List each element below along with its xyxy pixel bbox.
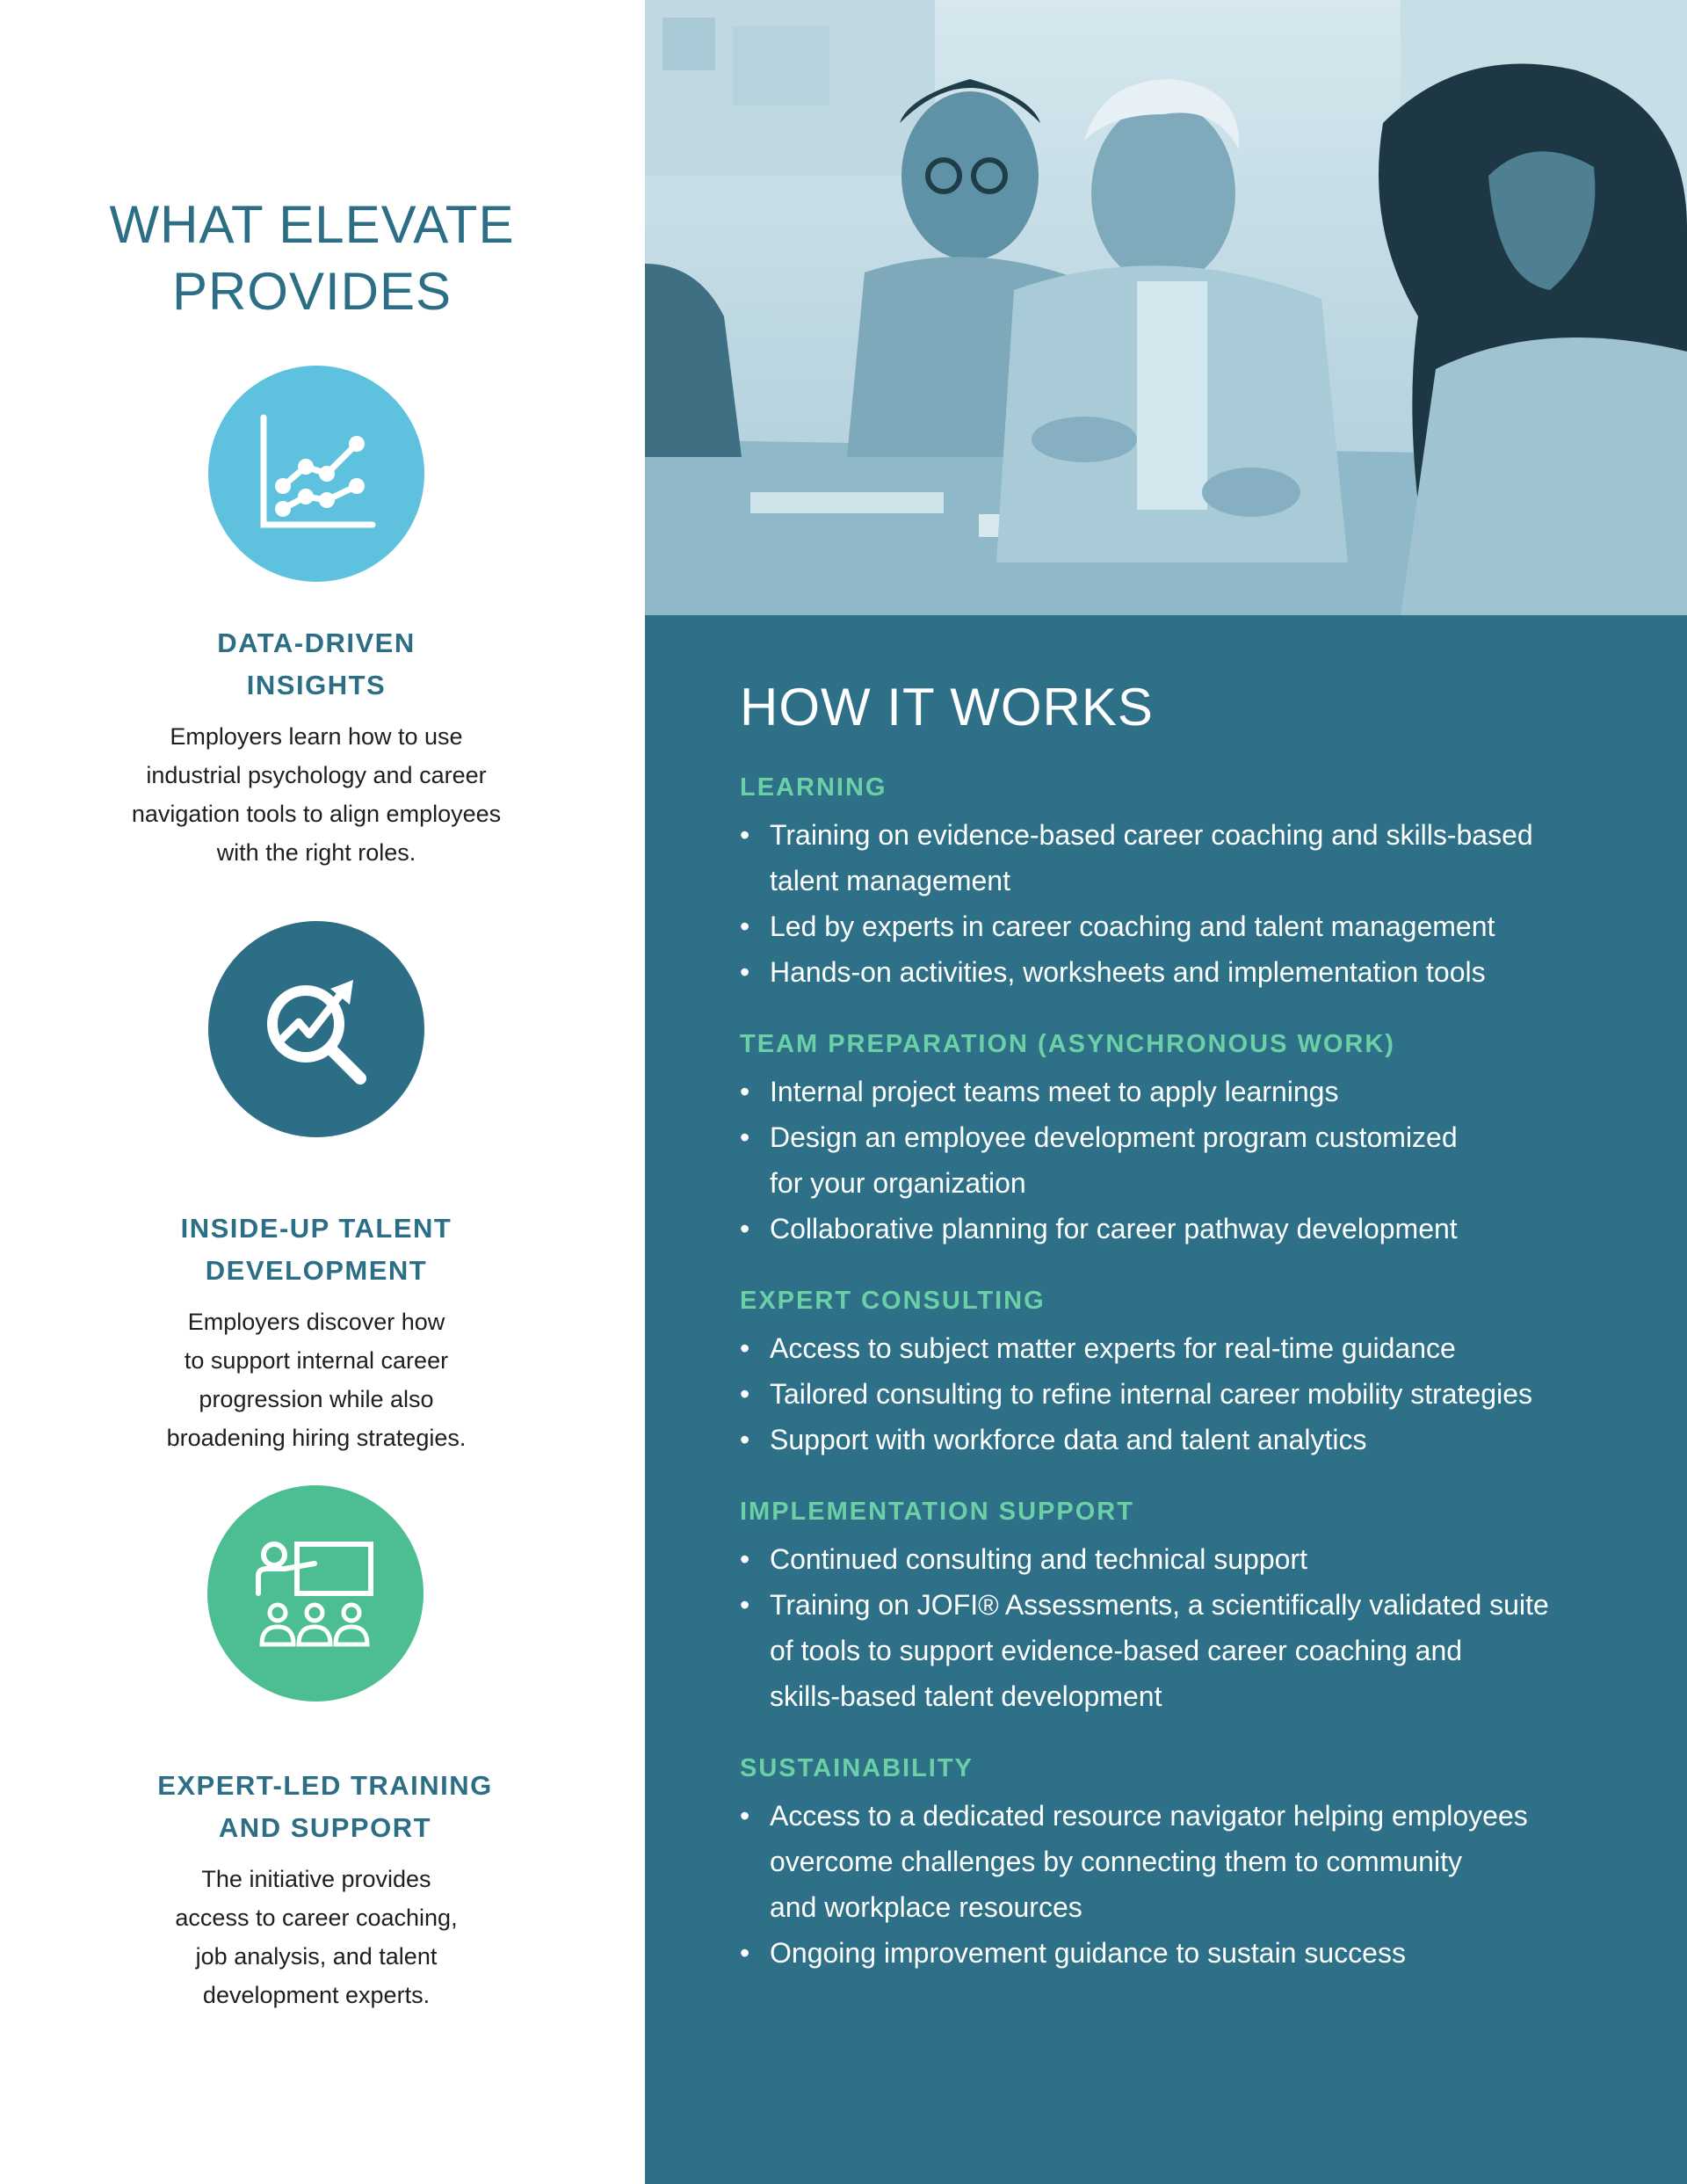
feature-body-line: Employers discover how	[187, 1309, 445, 1335]
right-column	[645, 0, 1687, 2184]
feature-body-line: to support internal career	[184, 1347, 449, 1374]
list-item-line: Led by experts in career coaching and talent management	[770, 911, 1495, 942]
list-item	[740, 1371, 1654, 1417]
feature-heading-line1: INSIDE-UP TALENT	[180, 1213, 453, 1244]
feature-heading-line2: DEVELOPMENT	[205, 1255, 428, 1286]
list-item-line: and workplace resources	[770, 1891, 1082, 1923]
meeting-photo	[645, 0, 1687, 615]
list-item-line: Tailored consulting to refine internal career mobility strategies	[770, 1378, 1532, 1410]
feature-body-line: The initiative provides	[201, 1866, 431, 1892]
magnifier-trend-icon	[208, 921, 424, 1137]
list-item-line: Design an employee development program customized	[770, 1121, 1458, 1153]
bullet-list	[740, 812, 1654, 995]
left-title-line2: PROVIDES	[171, 262, 453, 321]
feature-heading-line2: INSIGHTS	[246, 670, 387, 700]
list-item-line: Continued consulting and technical support	[770, 1543, 1307, 1575]
list-item-line: Hands-on activities, worksheets and implementation tools	[770, 956, 1486, 988]
section-title: LEARNING	[740, 773, 887, 802]
list-item-line: of tools to support evidence-based career coaching and	[770, 1635, 1463, 1666]
section-learning	[740, 768, 1654, 995]
feature-body-line: broadening hiring strategies.	[166, 1425, 467, 1451]
list-item-line: Ongoing improvement guidance to sustain success	[770, 1937, 1406, 1969]
feature-body-line: job analysis, and talent	[195, 1943, 438, 1970]
list-item	[740, 1793, 1654, 1930]
feature-heading-line1: DATA-DRIVEN	[217, 628, 416, 658]
section-sustainability	[740, 1749, 1654, 1976]
feature-body-line: with the right roles.	[216, 839, 416, 866]
how-it-works-title: HOW IT WORKS	[740, 678, 1154, 736]
feature-body-line: development experts.	[202, 1982, 431, 2008]
bullet-list	[740, 1536, 1654, 1719]
feature-body	[141, 1302, 492, 1457]
feature-body	[141, 1860, 492, 2014]
left-title	[0, 192, 624, 325]
list-item-line: for your organization	[770, 1167, 1026, 1199]
feature-data-driven	[0, 366, 633, 872]
feature-body-line: Employers learn how to use	[170, 723, 463, 750]
list-item-line: skills-based talent development	[770, 1680, 1162, 1712]
list-item	[740, 903, 1654, 949]
list-item	[740, 1582, 1654, 1719]
feature-heading-line2: AND SUPPORT	[218, 1812, 432, 1843]
how-it-works	[740, 668, 1654, 1976]
feature-expert-led	[0, 1485, 633, 2014]
feature-inside-up	[0, 921, 633, 1457]
list-item	[740, 1206, 1654, 1252]
feature-body-line: industrial psychology and career	[146, 762, 487, 788]
list-item	[740, 1114, 1654, 1206]
left-column	[0, 0, 645, 2184]
line-chart-icon	[208, 366, 424, 582]
section-title: TEAM PREPARATION (ASYNCHRONOUS WORK)	[740, 1030, 1395, 1058]
section-team-preparation	[740, 1025, 1654, 1252]
feature-body-line: access to career coaching,	[175, 1905, 458, 1931]
feature-heading	[105, 622, 527, 707]
section-title: SUSTAINABILITY	[740, 1754, 974, 1782]
list-item	[740, 1930, 1654, 1976]
list-item-line: Internal project teams meet to apply learnings	[770, 1076, 1339, 1107]
list-item-line: overcome challenges by connecting them to community	[770, 1846, 1462, 1877]
list-item-line: Training on evidence-based career coaching and skills-based	[770, 819, 1533, 851]
list-item-line: Access to subject matter experts for real-time guidance	[770, 1332, 1456, 1364]
list-item-line: Support with workforce data and talent analytics	[770, 1424, 1367, 1455]
section-implementation-support	[740, 1492, 1654, 1719]
section-expert-consulting	[740, 1281, 1654, 1462]
list-item-line: talent management	[770, 865, 1010, 896]
list-item	[740, 949, 1654, 995]
list-item-line: Access to a dedicated resource navigator helping employees	[770, 1800, 1528, 1832]
section-title: IMPLEMENTATION SUPPORT	[740, 1498, 1134, 1526]
feature-heading-line1: EXPERT-LED TRAINING	[157, 1770, 493, 1801]
feature-heading	[141, 1765, 510, 1849]
list-item	[740, 1069, 1654, 1114]
list-item	[740, 812, 1654, 903]
feature-heading	[132, 1208, 501, 1292]
list-item	[740, 1325, 1654, 1371]
presenter-audience-icon	[207, 1485, 424, 1701]
list-item-line: Collaborative planning for career pathway development	[770, 1213, 1458, 1244]
list-item	[740, 1417, 1654, 1462]
feature-body-line: navigation tools to align employees	[131, 801, 502, 827]
section-title: EXPERT CONSULTING	[740, 1287, 1046, 1315]
left-title-line1: WHAT ELEVATE	[109, 195, 515, 254]
bullet-list	[740, 1325, 1654, 1462]
bullet-list	[740, 1793, 1654, 1976]
bullet-list	[740, 1069, 1654, 1252]
list-item-line: Training on JOFI® Assessments, a scientifically validated suite	[770, 1589, 1549, 1621]
list-item	[740, 1536, 1654, 1582]
feature-body-line: progression while also	[199, 1386, 434, 1412]
feature-body	[105, 717, 527, 872]
